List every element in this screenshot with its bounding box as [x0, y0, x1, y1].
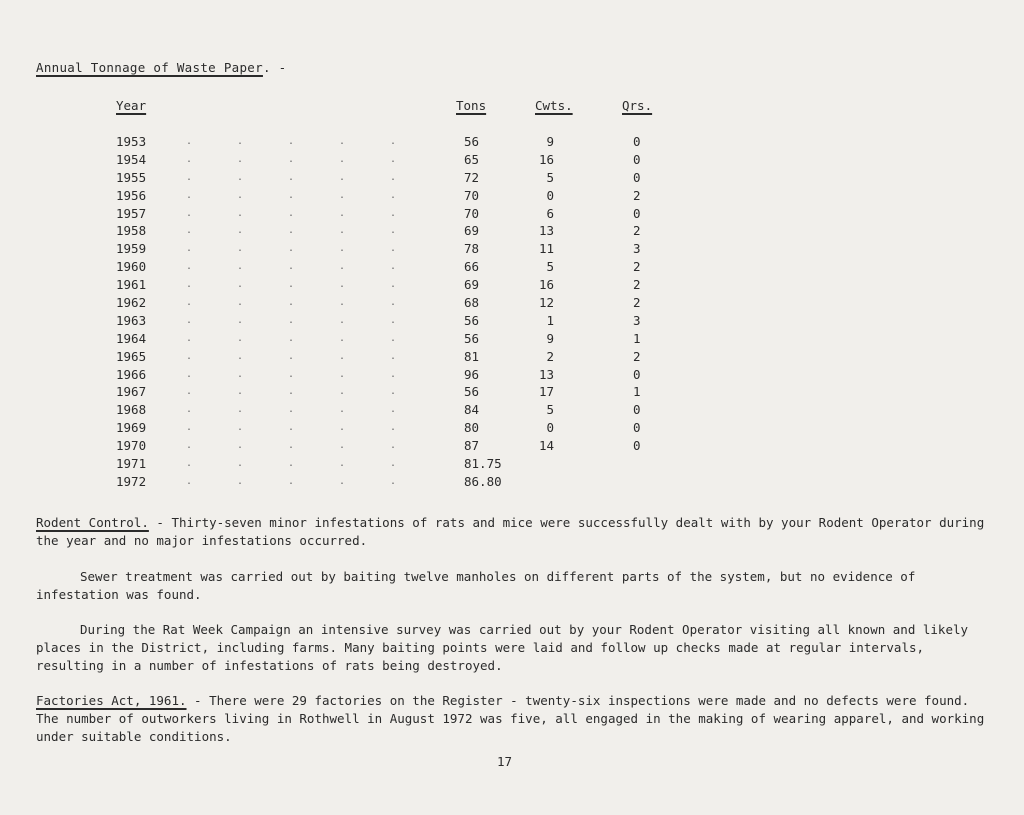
leader-dots [186, 419, 441, 437]
cell-tons: 81.75 [464, 456, 502, 472]
leader-dot: . [390, 153, 397, 165]
table-row [0, 169, 700, 187]
leader-dot: . [339, 458, 346, 470]
leader-dot: . [288, 440, 295, 452]
column-header-cwts: Cwts. [535, 98, 573, 113]
leader-dot: . [339, 404, 346, 416]
leader-dot: . [186, 153, 193, 165]
cell-cwts: 13 [538, 366, 554, 382]
leader-dot: . [186, 243, 193, 255]
cell-qrs: 3 [633, 312, 641, 328]
cell-tons: 65 [464, 151, 480, 167]
cell-tons: 96 [464, 366, 480, 382]
cell-tons: 56 [464, 134, 480, 149]
leader-dot: . [390, 475, 397, 487]
table-row [0, 437, 700, 455]
cell-tons: 78 [464, 241, 480, 257]
cell-tons: 87 [464, 438, 480, 454]
table-row [0, 222, 700, 240]
leader-dots [186, 455, 441, 473]
leader-dot: . [186, 404, 193, 416]
table-row [0, 473, 700, 491]
leader-dot: . [339, 171, 346, 183]
section-title-suffix: . - [262, 60, 287, 75]
cell-cwts: 1 [546, 312, 554, 328]
leader-dot: . [237, 350, 244, 362]
cell-qrs: 2 [633, 348, 641, 364]
leader-dot: . [339, 314, 346, 326]
leader-dot: . [339, 350, 346, 362]
factories-heading: Factories Act, 1961. [36, 693, 187, 708]
leader-dot: . [390, 207, 397, 219]
leader-dot: . [390, 350, 397, 362]
leader-dot: . [390, 458, 397, 470]
cell-year: 1972 [116, 473, 147, 489]
leader-dots [186, 258, 441, 276]
leader-dot: . [339, 475, 346, 487]
column-header-tons: Tons [456, 98, 487, 113]
cell-qrs: 2 [633, 187, 641, 203]
factories-text: - There were 29 factories on the Register - twenty-six inspections were made and no defects were found. The number of outworkers living in Rothwell in August 1972 was five, all engaged in the making of wearing apparel, and working under suitable conditions. [36, 693, 985, 744]
leader-dot: . [339, 422, 346, 434]
tonnage-table [0, 133, 700, 491]
section-title-heading: Annual Tonnage of Waste Paper [36, 60, 263, 75]
leader-dot: . [339, 153, 346, 165]
table-row [0, 240, 700, 258]
leader-dot: . [390, 386, 397, 398]
cell-year: 1958 [116, 223, 147, 239]
cell-cwts: 16 [538, 151, 554, 167]
leader-dots [186, 294, 441, 312]
cell-cwts: 17 [538, 384, 554, 400]
leader-dot: . [288, 261, 295, 273]
cell-tons: 69 [464, 277, 480, 293]
table-row [0, 348, 700, 366]
leader-dots [186, 133, 441, 151]
leader-dot: . [390, 136, 397, 147]
leader-dot: . [339, 225, 346, 237]
leader-dot: . [237, 189, 244, 201]
leader-dot: . [186, 261, 193, 273]
table-row [0, 294, 700, 312]
leader-dot: . [186, 314, 193, 326]
leader-dot: . [390, 189, 397, 201]
cell-year: 1953 [116, 134, 147, 149]
leader-dot: . [288, 225, 295, 237]
leader-dot: . [339, 243, 346, 255]
cell-tons: 70 [464, 205, 480, 221]
leader-dot: . [186, 368, 193, 380]
leader-dot: . [288, 368, 295, 380]
leader-dot: . [339, 386, 346, 398]
leader-dot: . [288, 404, 295, 416]
cell-year: 1955 [116, 169, 147, 185]
table-row [0, 383, 700, 401]
leader-dot: . [390, 440, 397, 452]
leader-dot: . [288, 458, 295, 470]
leader-dot: . [288, 279, 295, 291]
cell-qrs: 0 [633, 402, 641, 418]
cell-year: 1960 [116, 259, 147, 275]
leader-dot: . [237, 440, 244, 452]
cell-tons: 68 [464, 295, 480, 311]
leader-dots [186, 401, 441, 419]
leader-dots [186, 205, 441, 223]
leader-dot: . [237, 261, 244, 273]
cell-tons: 69 [464, 223, 480, 239]
leader-dot: . [339, 279, 346, 291]
cell-year: 1959 [116, 241, 147, 257]
leader-dot: . [339, 440, 346, 452]
table-row [0, 205, 700, 223]
cell-qrs: 0 [633, 366, 641, 382]
leader-dot: . [390, 314, 397, 326]
cell-cwts: 11 [538, 241, 554, 257]
leader-dot: . [186, 225, 193, 237]
cell-qrs: 2 [633, 259, 641, 275]
table-row [0, 419, 700, 437]
leader-dot: . [237, 332, 244, 344]
table-row [0, 312, 700, 330]
leader-dot: . [288, 332, 295, 344]
leader-dot: . [237, 404, 244, 416]
cell-tons: 84 [464, 402, 480, 418]
table-row [0, 366, 700, 384]
cell-cwts: 2 [546, 348, 554, 364]
leader-dot: . [186, 440, 193, 452]
cell-cwts: 0 [546, 187, 554, 203]
leader-dot: . [390, 243, 397, 255]
cell-cwts: 0 [546, 420, 554, 436]
leader-dot: . [237, 314, 244, 326]
leader-dot: . [237, 207, 244, 219]
leader-dot: . [186, 279, 193, 291]
leader-dot: . [288, 171, 295, 183]
leader-dot: . [390, 404, 397, 416]
cell-tons: 80 [464, 420, 480, 436]
leader-dots [186, 240, 441, 258]
leader-dot: . [390, 422, 397, 434]
leader-dot: . [288, 243, 295, 255]
rodent-control-paragraph [36, 514, 986, 550]
cell-year: 1966 [116, 366, 147, 382]
leader-dots [186, 437, 441, 455]
leader-dot: . [288, 136, 295, 147]
cell-year: 1954 [116, 151, 147, 167]
leader-dot: . [186, 386, 193, 398]
leader-dot: . [186, 207, 193, 219]
cell-tons: 66 [464, 259, 480, 275]
cell-year: 1956 [116, 187, 147, 203]
table-row [0, 276, 700, 294]
cell-qrs: 0 [633, 134, 641, 149]
leader-dot: . [186, 297, 193, 309]
leader-dot: . [390, 225, 397, 237]
leader-dots [186, 151, 441, 169]
cell-cwts: 14 [538, 438, 554, 454]
leader-dot: . [186, 171, 193, 183]
cell-year: 1969 [116, 420, 147, 436]
cell-cwts: 5 [546, 169, 554, 185]
leader-dot: . [288, 297, 295, 309]
leader-dot: . [390, 297, 397, 309]
page-number: 17 [497, 754, 513, 769]
leader-dot: . [186, 350, 193, 362]
leader-dots [186, 473, 441, 491]
leader-dot: . [339, 207, 346, 219]
sewer-text: Sewer treatment was carried out by baiting twelve manholes on different parts of the system, but no evidence of infestation was found. [36, 569, 916, 602]
table-row [0, 187, 700, 205]
leader-dot: . [237, 225, 244, 237]
cell-cwts: 6 [546, 205, 554, 221]
cell-year: 1963 [116, 312, 147, 328]
cell-qrs: 0 [633, 420, 641, 436]
cell-cwts: 5 [546, 402, 554, 418]
leader-dot: . [237, 297, 244, 309]
leader-dots [186, 330, 441, 348]
leader-dot: . [288, 386, 295, 398]
table-row [0, 133, 700, 151]
table-row [0, 258, 700, 276]
leader-dot: . [186, 475, 193, 487]
leader-dot: . [237, 368, 244, 380]
cell-qrs: 2 [633, 223, 641, 239]
table-row [0, 455, 700, 473]
table-row [0, 151, 700, 169]
leader-dot: . [390, 171, 397, 183]
leader-dot: . [237, 386, 244, 398]
cell-year: 1962 [116, 295, 147, 311]
leader-dot: . [339, 261, 346, 273]
cell-cwts: 9 [546, 134, 554, 149]
cell-year: 1961 [116, 277, 147, 293]
cell-year: 1957 [116, 205, 147, 221]
cell-tons: 72 [464, 169, 480, 185]
cell-tons: 56 [464, 312, 480, 328]
leader-dots [186, 383, 441, 401]
leader-dot: . [288, 153, 295, 165]
leader-dot: . [288, 207, 295, 219]
leader-dot: . [288, 314, 295, 326]
leader-dot: . [390, 279, 397, 291]
leader-dot: . [339, 368, 346, 380]
rodent-control-text: - Thirty-seven minor infestations of rats and mice were successfully dealt with by your Rodent Operator during the year and no major infestations occurred. [36, 515, 985, 548]
leader-dot: . [237, 458, 244, 470]
leader-dot: . [186, 189, 193, 201]
cell-qrs: 0 [633, 205, 641, 221]
rodent-control-heading: Rodent Control. [36, 515, 149, 530]
leader-dot: . [339, 297, 346, 309]
leader-dot: . [288, 422, 295, 434]
leader-dot: . [237, 279, 244, 291]
cell-cwts: 9 [546, 330, 554, 346]
cell-year: 1968 [116, 402, 147, 418]
leader-dot: . [288, 475, 295, 487]
rat-week-text: During the Rat Week Campaign an intensive survey was carried out by your Rodent Operator visiting all known and likely places in the District, including farms. Many baiting points were laid and follow up checks made at regular intervals, resulting in a number of infestations of rats being destroyed. [36, 622, 969, 673]
table-row [0, 330, 700, 348]
column-header-year: Year [116, 98, 147, 113]
cell-qrs: 2 [633, 295, 641, 311]
leader-dots [186, 187, 441, 205]
leader-dot: . [339, 189, 346, 201]
leader-dot: . [237, 475, 244, 487]
cell-qrs: 3 [633, 241, 641, 257]
cell-qrs: 1 [633, 330, 641, 346]
factories-paragraph [36, 692, 986, 746]
leader-dot: . [390, 261, 397, 273]
cell-year: 1964 [116, 330, 147, 346]
leader-dot: . [288, 189, 295, 201]
leader-dot: . [186, 458, 193, 470]
leader-dot: . [186, 136, 193, 147]
cell-year: 1970 [116, 438, 147, 454]
cell-qrs: 1 [633, 384, 641, 400]
leader-dots [186, 222, 441, 240]
leader-dots [186, 348, 441, 366]
leader-dot: . [186, 422, 193, 434]
cell-tons: 56 [464, 384, 480, 400]
section-title [36, 60, 286, 75]
leader-dot: . [237, 243, 244, 255]
cell-tons: 81 [464, 348, 480, 364]
leader-dots [186, 312, 441, 330]
leader-dot: . [339, 332, 346, 344]
column-header-qrs: Qrs. [622, 98, 653, 113]
leader-dot: . [390, 332, 397, 344]
leader-dot: . [186, 332, 193, 344]
cell-cwts: 16 [538, 277, 554, 293]
cell-year: 1971 [116, 456, 147, 472]
cell-tons: 86.80 [464, 473, 502, 489]
cell-cwts: 5 [546, 259, 554, 275]
cell-qrs: 2 [633, 277, 641, 293]
cell-tons: 56 [464, 330, 480, 346]
cell-qrs: 0 [633, 169, 641, 185]
table-row [0, 401, 700, 419]
cell-tons: 70 [464, 187, 480, 203]
cell-cwts: 13 [538, 223, 554, 239]
leader-dots [186, 366, 441, 384]
cell-qrs: 0 [633, 151, 641, 167]
cell-cwts: 12 [538, 295, 554, 311]
cell-year: 1965 [116, 348, 147, 364]
leader-dot: . [339, 136, 346, 147]
rat-week-paragraph [36, 621, 986, 675]
cell-year: 1967 [116, 384, 147, 400]
cell-qrs: 0 [633, 438, 641, 454]
leader-dots [186, 276, 441, 294]
leader-dot: . [237, 136, 244, 147]
leader-dot: . [237, 153, 244, 165]
leader-dot: . [288, 350, 295, 362]
sewer-paragraph [36, 568, 986, 604]
leader-dot: . [237, 422, 244, 434]
leader-dot: . [237, 171, 244, 183]
leader-dots [186, 169, 441, 187]
leader-dot: . [390, 368, 397, 380]
